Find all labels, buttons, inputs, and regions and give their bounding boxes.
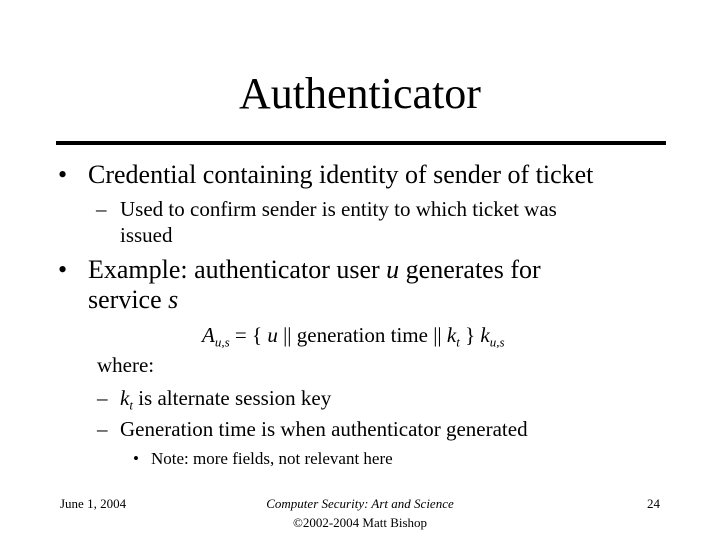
- bullet-example-line2: service s: [88, 285, 179, 314]
- footer-date: June 1, 2004: [60, 496, 127, 511]
- dash-marker: –: [96, 197, 107, 221]
- sub-bullet-line1: Used to confirm sender is entity to which ticket was: [120, 197, 557, 221]
- footer-book-title: Computer Security: Art and Science: [266, 496, 454, 511]
- title-divider: [56, 141, 666, 145]
- where-item-session-key: $k_t$ is alternate session key: [120, 386, 332, 413]
- bullet-marker: •: [58, 160, 68, 189]
- bullet-credential: Credential containing identity of sender of ticket: [88, 160, 594, 189]
- bullet-marker-small: •: [133, 449, 139, 468]
- dash-marker: –: [97, 386, 108, 410]
- bullet-example-line1: Example: authenticator user u generates for: [88, 255, 541, 284]
- authenticator-formula: $A_{u,s}$ = { u || generation time || $k_t$ } $k_{u,s}$: [202, 323, 505, 350]
- where-label: where:: [97, 353, 155, 377]
- footer-copyright: ©2002-2004 Matt Bishop: [292, 515, 428, 530]
- note-text: Note: more fields, not relevant here: [151, 449, 393, 468]
- footer-page-number: 24: [647, 496, 660, 511]
- dash-marker: –: [97, 417, 108, 441]
- bullet-marker: •: [58, 255, 68, 284]
- sub-bullet-line2: issued: [120, 223, 173, 247]
- where-item-generation-time: Generation time is when authenticator generated: [120, 417, 528, 441]
- slide-title: Authenticator: [239, 69, 481, 118]
